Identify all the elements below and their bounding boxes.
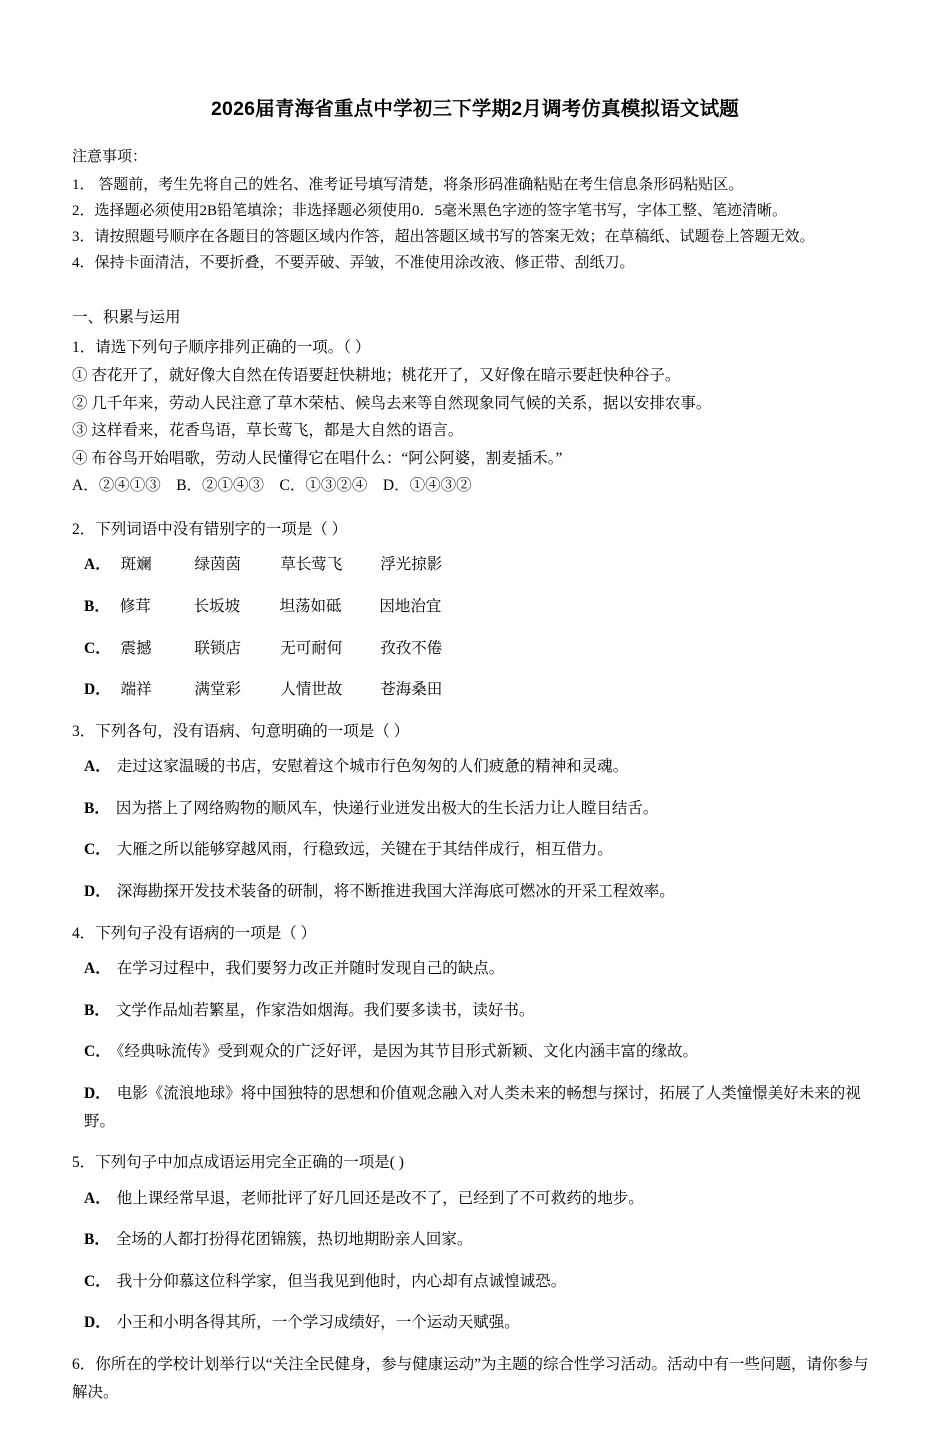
question-5-stem: 5．下列句子中加点成语运用完全正确的一项是( ) (72, 1154, 404, 1172)
option-word: 满堂彩 (194, 681, 241, 699)
question-5 (72, 1149, 878, 1337)
notice-item: 2．选择题必须使用2B铅笔填涂；非选择题必须使用0．5毫米黑色字迹的签字笔书写，字体工整、笔迹清晰。 (72, 203, 788, 220)
question-1-subitem: ③ 这样看来，花香鸟语，草长莺飞，都是大自然的语言。 (72, 422, 464, 440)
option-row (72, 635, 878, 663)
option-text: 全场的人都打扮得花团锦簇，热切地期盼亲人回家。 (115, 1231, 473, 1249)
question-1-subitem: ① 杏花开了，就好像大自然在传语要赶快耕地；桃花开了，又好像在暗示要赶快种谷子。 (72, 366, 681, 384)
question-5-options (72, 1185, 878, 1337)
question-6-stem: 6．你所在的学校计划举行以“关注全民健身，参与健康运动”为主题的综合性学习活动。活动中有一些问题，请你参与解决。 (72, 1355, 869, 1401)
option-text: 文学作品灿若繁星，作家浩如烟海。我们要多读书，读好书。 (115, 1001, 535, 1019)
question-6 (72, 1351, 878, 1406)
question-1-options: A．②④①③ B．②①④③ C．①③②④ D．①④③② (72, 477, 472, 495)
option-label: A． (84, 556, 111, 574)
option-word: 修茸 (119, 598, 151, 615)
option-word: 斑斓 (120, 556, 152, 574)
option-word: 浮光掠影 (380, 556, 443, 574)
option-row (72, 878, 878, 906)
option-label: B． (84, 1231, 110, 1249)
option-label: A． (84, 758, 111, 776)
option-row (72, 795, 878, 823)
notice-item: 1． 答题前，考生先将自己的姓名、准考证号填写清楚，将条形码准确粘贴在考生信息条形码粘贴区。 (72, 177, 744, 194)
option-word: 端祥 (120, 681, 152, 699)
notice-list (72, 173, 878, 276)
option-text: 走过这家温暖的书店，安慰着这个城市行色匆匆的人们疲惫的精神和灵魂。 (116, 758, 629, 776)
option-text: 大雁之所以能够穿越风雨，行稳致远，关键在于其结伴成行，相互借力。 (116, 841, 613, 859)
option-row (72, 1080, 878, 1135)
option-row (72, 676, 878, 704)
option-word: 因地治宜 (379, 598, 442, 615)
option-row (72, 1226, 878, 1254)
option-word: 坦荡如砥 (279, 598, 342, 615)
option-label: D． (84, 681, 111, 699)
question-2-options (72, 551, 878, 703)
option-row (72, 1038, 878, 1066)
option-label: D． (84, 1084, 111, 1102)
option-word: 绿茵茵 (194, 556, 241, 574)
option-word: 草长莺飞 (280, 556, 343, 574)
option-text: 在学习过程中，我们要努力改正并随时发现自己的缺点。 (116, 960, 505, 978)
option-row (72, 1268, 878, 1296)
section-heading-one: 一、积累与运用 (72, 309, 181, 327)
option-row (72, 955, 878, 983)
notice-heading: 注意事项： (72, 149, 148, 166)
notice-item: 3．请按照题号顺序在各题目的答题区域内作答，超出答题区域书写的答案无效；在草稿纸、试题卷上答题无效。 (72, 228, 815, 245)
option-label: C． (84, 841, 111, 859)
question-3 (72, 718, 878, 906)
option-label: B． (84, 799, 110, 817)
page-title: 2026届青海省重点中学初三下学期2月调考仿真模拟语文试题 (210, 98, 740, 120)
option-row (72, 593, 878, 621)
question-4 (72, 920, 878, 1135)
question-3-stem: 3．下列各句，没有语病、句意明确的一项是（ ） (72, 722, 410, 740)
option-label: A． (84, 960, 111, 978)
option-row (72, 836, 878, 864)
option-row (72, 997, 878, 1025)
question-1-stem: 1．请选下列句子顺序排列正确的一项。（ ） (72, 339, 371, 357)
option-word: 无可耐何 (280, 639, 343, 657)
option-row (72, 1185, 878, 1213)
option-label: D． (84, 883, 111, 901)
option-word: 长坂坡 (193, 598, 241, 615)
option-row (72, 1309, 878, 1337)
option-word: 人情世故 (280, 681, 343, 699)
question-1 (72, 334, 878, 499)
option-text: 电影《流浪地球》将中国独特的思想和价值观念融入对人类未来的畅想与探讨，拓展了人类憧憬美好未来的视野。 (84, 1084, 861, 1130)
option-label: A． (84, 1189, 111, 1207)
option-word: 孜孜不倦 (380, 639, 443, 657)
option-label: B． (84, 598, 110, 615)
option-label: D． (84, 1314, 111, 1332)
option-label: C． (84, 1272, 111, 1290)
option-label: B． (84, 1001, 110, 1019)
option-word: 苍海桑田 (380, 681, 443, 699)
option-text: 小王和小明各得其所，一个学习成绩好，一个运动天赋强。 (116, 1314, 520, 1332)
question-2 (72, 516, 878, 704)
question-1-subitem: ② 几千年来，劳动人民注意了草木荣枯、候鸟去来等自然现象同气候的关系，据以安排农事。 (72, 394, 712, 412)
option-text: 我十分仰慕这位科学家，但当我见到他时，内心却有点诚惶诚恐。 (116, 1272, 567, 1290)
option-row (72, 753, 878, 781)
question-4-options (72, 955, 878, 1135)
question-2-stem: 2．下列词语中没有错别字的一项是（ ） (72, 520, 348, 538)
option-row (72, 551, 878, 579)
option-word: 联锁店 (194, 639, 241, 657)
question-4-stem: 4．下列句子没有语病的一项是（ ） (72, 924, 317, 942)
notice-item: 4．保持卡面清洁，不要折叠，不要弄破、弄皱，不准使用涂改液、修正带、刮纸刀。 (72, 254, 635, 271)
option-label: C． (84, 639, 111, 657)
option-text: 《经典咏流传》受到观众的广泛好评，是因为其节目形式新颖、文化内涵丰富的缘故。 (116, 1043, 698, 1061)
question-3-options (72, 753, 878, 905)
option-text: 因为搭上了网络购物的顺风车，快递行业迸发出极大的生长活力让人瞠目结舌。 (115, 799, 659, 817)
option-word: 震撼 (120, 639, 152, 657)
option-text: 深海勘探开发技术装备的研制，将不断推进我国大洋海底可燃冰的开采工程效率。 (116, 883, 675, 901)
option-text: 他上课经常早退，老师批评了好几回还是改不了，已经到了不可救药的地步。 (116, 1189, 644, 1207)
option-label: C． (84, 1043, 111, 1061)
question-1-subitem: ④ 布谷鸟开始唱歌，劳动人民懂得它在唱什么：“阿公阿婆，割麦插禾。” (72, 449, 563, 467)
